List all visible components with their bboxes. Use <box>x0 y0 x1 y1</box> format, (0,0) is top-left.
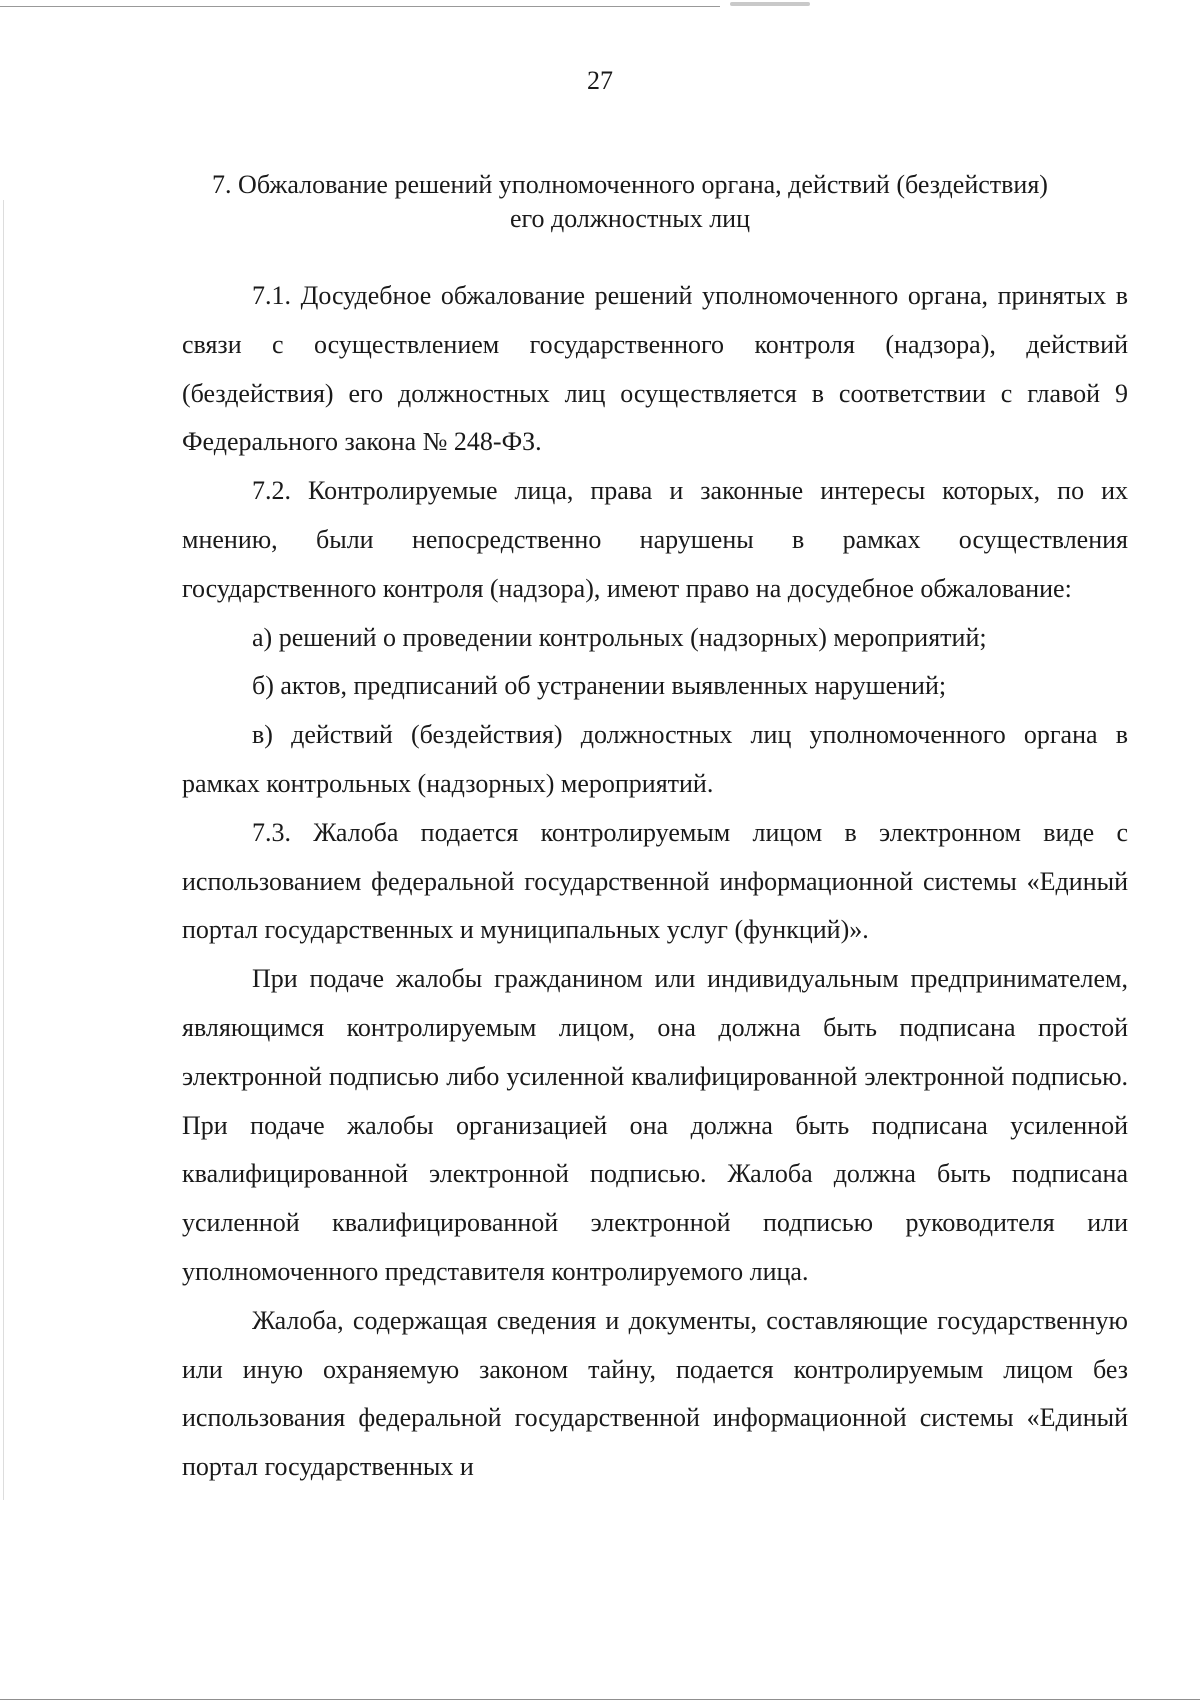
scan-edge-left <box>3 200 4 1500</box>
paragraph-7-2: 7.2. Контролируемые лица, права и законные интересы которых, по их мнению, были непосредственно нарушены в рамках осуществления государственного контроля (надзора), имеют право на досудебное обжалование: <box>182 476 1128 603</box>
paragraph-signature-rules: При подаче жалобы гражданином или индивидуальным предпринимателем, являющимся контролируемым лицом, она должна быть подписана простой электронной подписью либо усиленной квалифицированной электронной подписью. При подаче жалобы организацией она должна быть подписана усиленной квалифицированной электронной подписью. Жалоба должна быть подписана усиленной квалифицированной электронной подписью руководителя или уполномоченного представителя контролируемого лица. <box>182 964 1128 1286</box>
scan-smudge <box>730 2 810 6</box>
paragraph-7-1: 7.1. Досудебное обжалование решений уполномоченного органа, принятых в связи с осуществлением государственного контроля (надзора), действий (бездействия) его должностных лиц осуществляется в соответствии с главой 9 Федерального закона № 248-ФЗ. <box>182 281 1128 457</box>
paragraph-7-3: 7.3. Жалоба подается контролируемым лицом в электронном виде с использованием федеральной государственной информационной системы «Единый портал государственных и муниципальных услуг (функций)». <box>182 817 1128 945</box>
list-item-a: а) решений о проведении контрольных (надзорных) мероприятий; <box>252 622 987 652</box>
scan-edge-bottom <box>0 1699 1200 1700</box>
paragraph-secret-complaint: Жалоба, содержащая сведения и документы, составляющие государственную или иную охраняемую законом тайну, подается контролируемым лицом без использования федеральной государственной информационной системы «Единый портал государственных и <box>182 1305 1128 1482</box>
list-item-v: в) действий (бездействия) должностных лиц уполномоченного органа в рамках контрольных (надзорных) мероприятий. <box>182 720 1128 798</box>
scan-edge-top <box>0 6 720 7</box>
section-title-line-1: 7. Обжалование решений уполномоченного органа, действий (бездействия) <box>212 170 1048 199</box>
section-title <box>150 168 1110 236</box>
section-title-line-2: его должностных лиц <box>509 204 751 233</box>
list-item-b: б) актов, предписаний об устранении выявленных нарушений; <box>252 671 947 701</box>
document-body <box>182 272 1128 1492</box>
page-number: 27 <box>587 66 613 95</box>
